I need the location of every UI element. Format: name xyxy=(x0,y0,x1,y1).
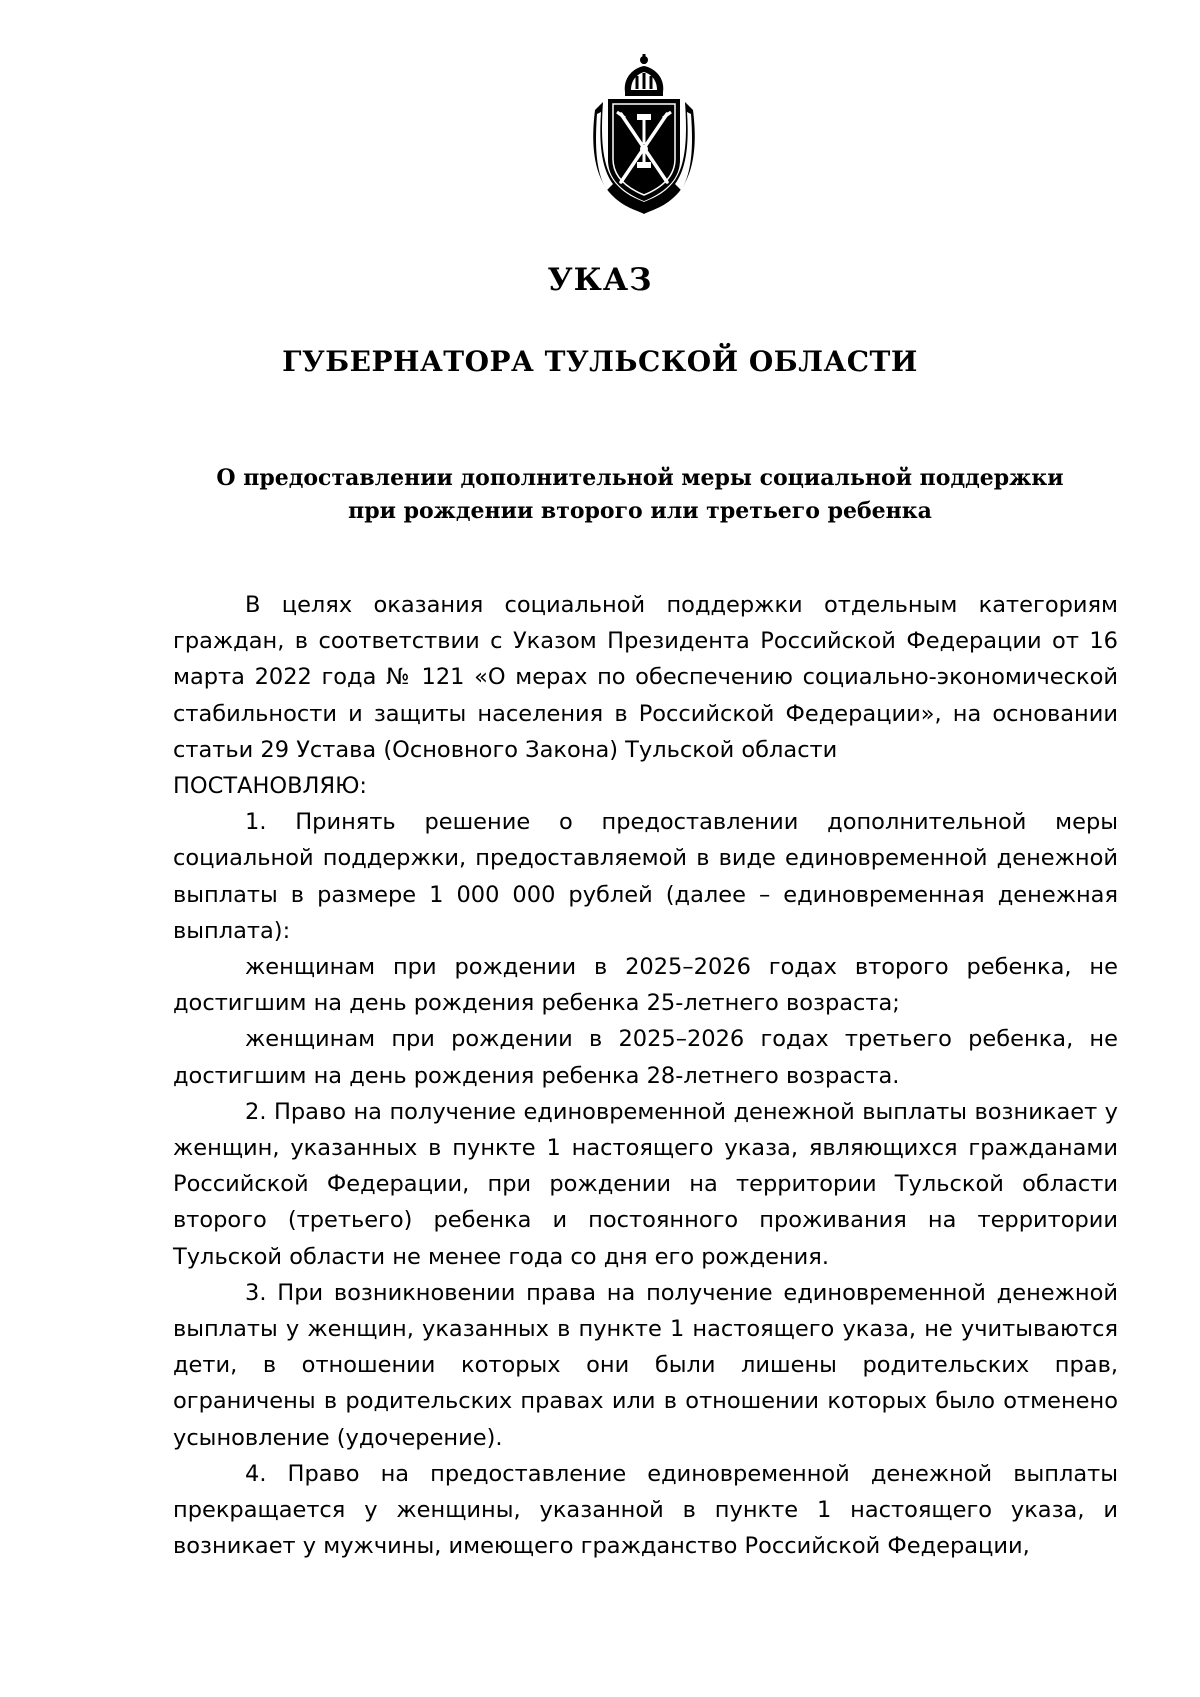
item-1-paragraph: 1. Принять решение о предоставлении дополнительной меры социальной поддержки, предоставляемой в виде единовременной денежной выплаты в размере 1 000 000 рублей (далее – единовременная денежная выплата): xyxy=(173,809,1118,944)
crown-icon xyxy=(625,54,664,96)
item-1b-paragraph: женщинам при рождении в 2025–2026 годах третьего ребенка, не достигшим на день рождения ребенка 28-летнего возраста. xyxy=(173,1026,1118,1089)
item-3-paragraph: 3. При возникновении права на получение единовременной денежной выплаты у женщин, указанных в пункте 1 настоящего указа, не учитываются дети, в отношении которых они были лишены родительских прав, ограничены в родительских правах или в отношении которых было отменено усыновление (удочерение). xyxy=(173,1279,1118,1451)
document-title: УКАЗ xyxy=(547,262,653,298)
document-subject xyxy=(170,462,1110,528)
item-4-paragraph: 4. Право на предоставление единовременной денежной выплаты прекращается у женщины, указанной в пункте 1 настоящего указа, и возникает у мужчины, имеющего гражданство Российской Федерации, xyxy=(173,1460,1118,1560)
item-2-paragraph: 2. Право на получение единовременной денежной выплаты возникает у женщин, указанных в пункте 1 настоящего указа, являющихся гражданами Российской Федерации, при рождении на территории Тульской области второго (третьего) ребенка и постоянного проживания на территории Тульской области не менее года со дня его рождения. xyxy=(173,1098,1118,1270)
subject-line-2: при рождении второго или третьего ребенка xyxy=(348,498,932,524)
issuer-title: ГУБЕРНАТОРА ТУЛЬСКОЙ ОБЛАСТИ xyxy=(282,345,918,378)
decree-word: ПОСТАНОВЛЯЮ: xyxy=(173,773,367,800)
item-1a-paragraph: женщинам при рождении в 2025–2026 годах второго ребенка, не достигшим на день рождения ребенка 25-летнего возраста; xyxy=(173,954,1118,1017)
tula-coat-of-arms-icon xyxy=(587,52,701,216)
preamble-paragraph: В целях оказания социальной поддержки отдельным категориям граждан, в соответствии с Указом Президента Российской Федерации от 16 марта 2022 года № 121 «О мерах по обеспечению социально-экономической стабильности и защиты населения в Российской Федерации», на основании статьи 29 Устава (Основного Закона) Тульской области xyxy=(173,592,1118,763)
document-body xyxy=(173,587,1118,1564)
subject-line-1: О предоставлении дополнительной меры социальной поддержки xyxy=(216,465,1064,491)
